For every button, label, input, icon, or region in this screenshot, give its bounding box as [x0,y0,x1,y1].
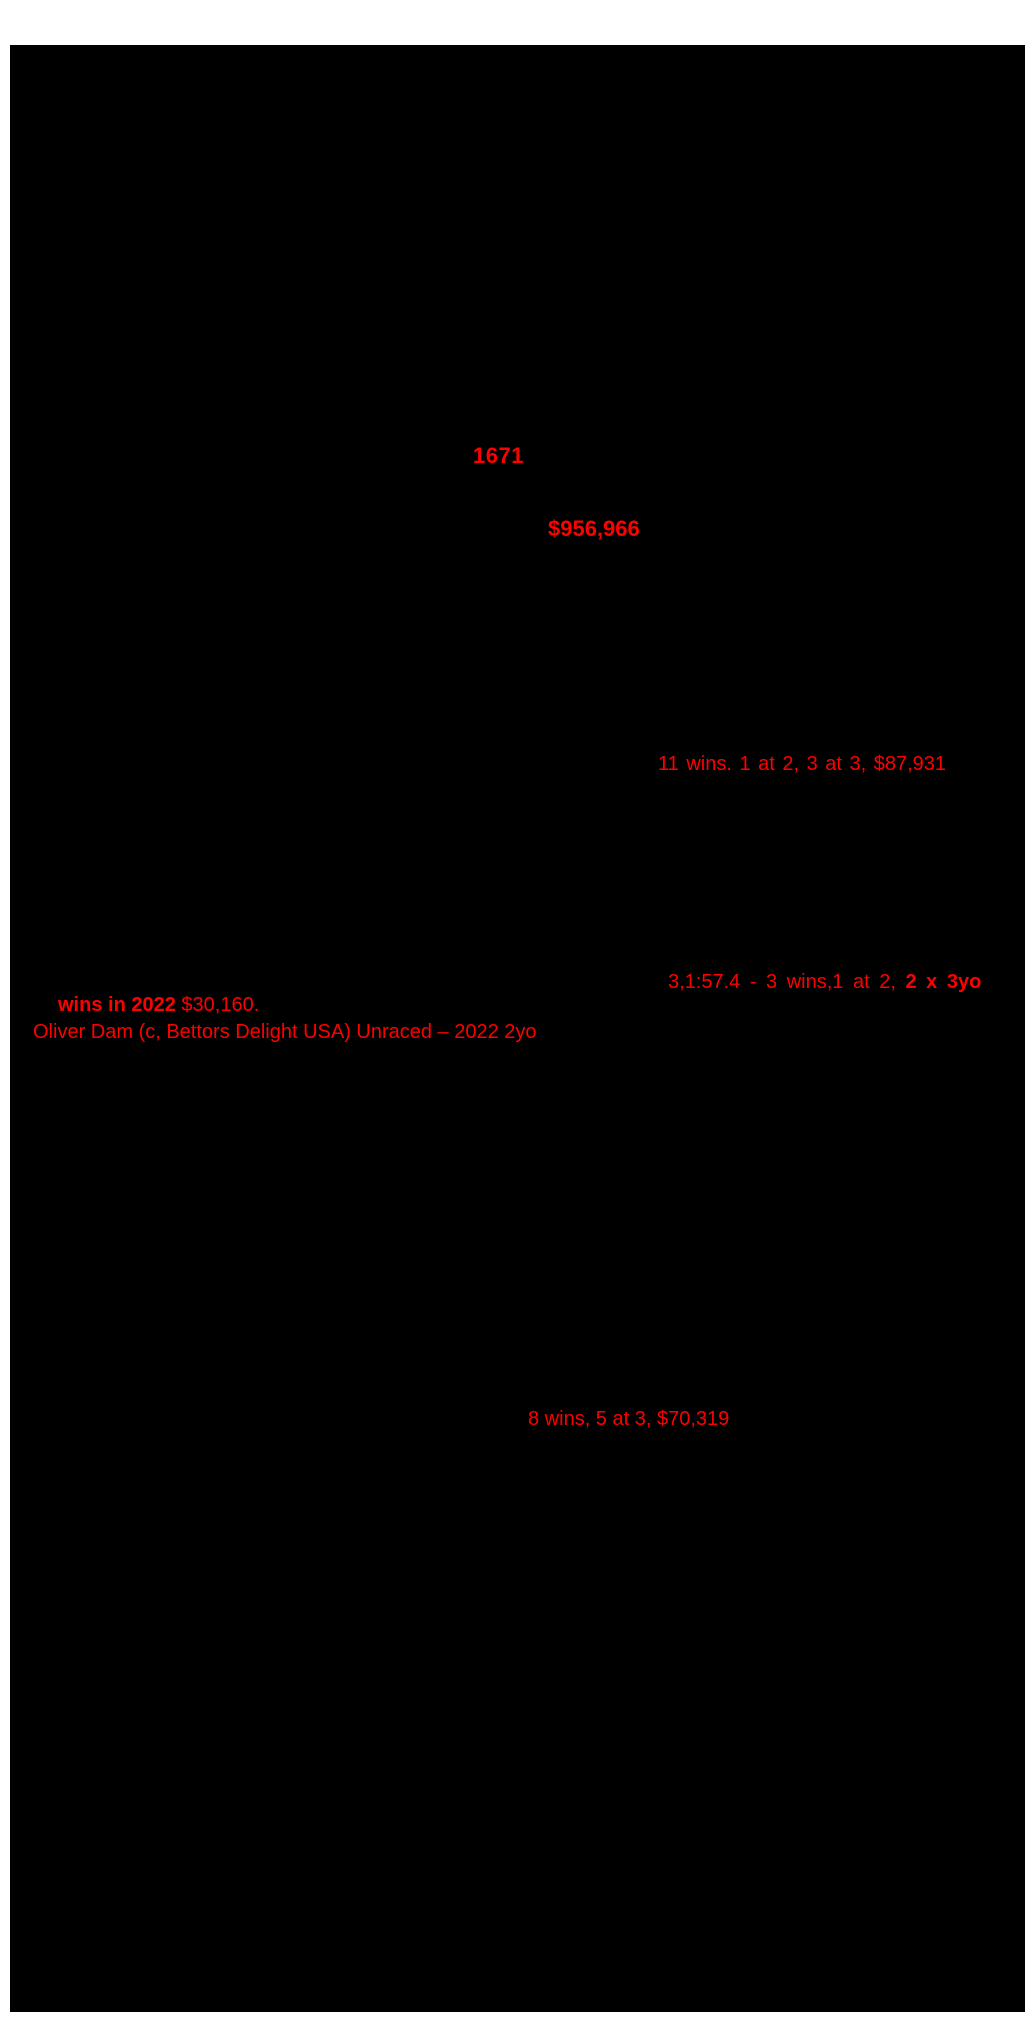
wins-2022-label: wins in 2022 [58,994,176,1016]
sibling-record-line [668,971,981,994]
lot-number: 1671 [473,443,524,468]
stakes-total: $956,966 [548,516,640,541]
sibling-record-highlight: 2 x 3yo [905,971,982,993]
sibling-record-time: 3,1:57.4 - 3 wins,1 at 2, [668,971,906,993]
dam-performance-record: 11 wins. 1 at 2, 3 at 3, $87,931 [658,753,947,775]
catalogue-page [10,45,1025,2012]
granddam-performance-record: 8 wins, 5 at 3, $70,319 [528,1408,730,1430]
wins-2022-line [58,994,259,1017]
unraced-progeny-entry: Oliver Dam (c, Bettors Delight USA) Unraced – 2022 2yo [33,1021,537,1043]
wins-2022-amount: $30,160. [175,994,260,1016]
